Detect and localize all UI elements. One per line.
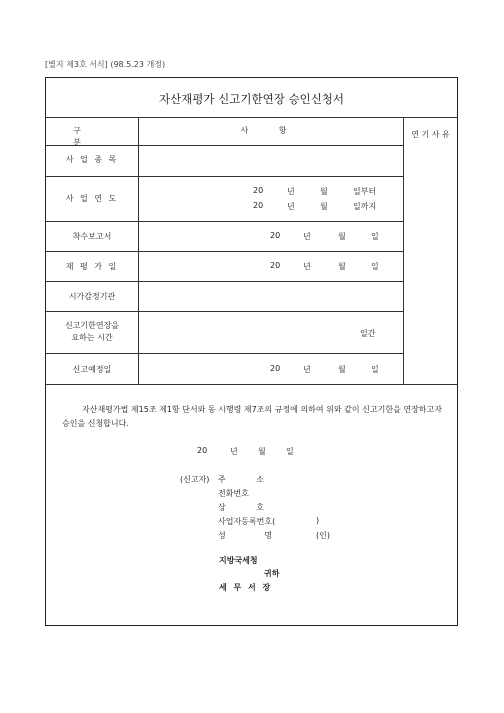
business-year-from-year: 년 [287,187,295,196]
header-reason: 연 기 사 유 [411,130,450,139]
column-divider [138,117,139,384]
label-planned-date: 신고예정일 [72,365,112,374]
sign-date-year: 년 [230,447,238,456]
revaluation-20: 20 [270,261,281,270]
start-report-day: 일 [371,232,379,241]
business-year-to-year: 년 [287,202,295,211]
column-divider [403,117,404,384]
applicant-company-label: 상 호 [218,503,278,512]
delay-reason-field[interactable] [405,148,457,382]
appraiser-field[interactable] [140,283,402,309]
sign-date-month: 월 [258,447,266,456]
planned-month: 월 [338,365,346,374]
page-title: 자산재평가 신고기한연장 승인신청서 [158,92,345,106]
label-start-report: 착수보고서 [72,232,112,241]
form-id: [별지 제3호 서식] (98.5.23 개정) [45,60,166,69]
divider [45,353,403,354]
header-category: 구 분 [73,126,111,147]
sign-date-day: 일 [286,447,294,456]
start-report-year: 년 [303,232,311,241]
applicant-regno-label: 사업자등록번호( [218,517,276,526]
revaluation-year: 년 [303,262,311,271]
divider [45,384,458,385]
recipient-suffix: 귀하 [264,569,280,578]
applicant-regno-close: ) [316,516,320,525]
header-details: 사 항 [240,126,301,135]
revaluation-month: 월 [338,262,346,271]
label-business-year: 사 업 연 도 [65,194,119,203]
business-year-to-day: 일까지 [353,202,377,211]
divider [45,251,403,252]
declaration-text: 자산재평가법 제15조 제1항 단서와 동 시행령 제7조의 규정에 의하여 위와 같이 신고기한을 연장하고자 승인을 신청합니다. [62,405,442,428]
business-year-to-month: 월 [320,202,328,211]
label-appraiser: 시가감정기관 [68,292,116,301]
applicant-phone-label: 전화번호 [218,489,249,498]
applicant-name-label: 성 명 [218,531,290,540]
business-type-field[interactable] [140,148,402,174]
divider [45,221,403,222]
business-year-to-20: 20 [253,201,264,210]
applicant-seal: (인) [316,531,330,540]
start-report-20: 20 [270,231,281,240]
revaluation-day: 일 [371,262,379,271]
planned-day: 일 [371,365,379,374]
extension-days-unit: 일간 [360,329,376,338]
divider [45,281,403,282]
label-revaluation-date: 재 평 가 일 [65,262,119,271]
recipient-regional-office: 지방국세청 [219,556,258,565]
applicant-prefix: (신고자) [180,475,210,484]
sign-date-20: 20 [197,446,208,455]
business-year-from-month: 월 [320,187,328,196]
label-extension-period: 신고기한연장을 요하는 시간 [64,321,120,342]
planned-year: 년 [303,365,311,374]
planned-20: 20 [270,364,281,373]
label-business-type: 사 업 종 목 [65,155,119,164]
recipient-tax-office: 세 무 서 장 [219,583,273,592]
divider [45,176,403,177]
applicant-address-label: 주 소 [218,475,278,484]
divider [45,311,403,312]
business-year-from-20: 20 [253,186,264,195]
divider [45,117,458,118]
business-year-from-day: 일부터 [353,187,377,196]
start-report-month: 월 [338,232,346,241]
